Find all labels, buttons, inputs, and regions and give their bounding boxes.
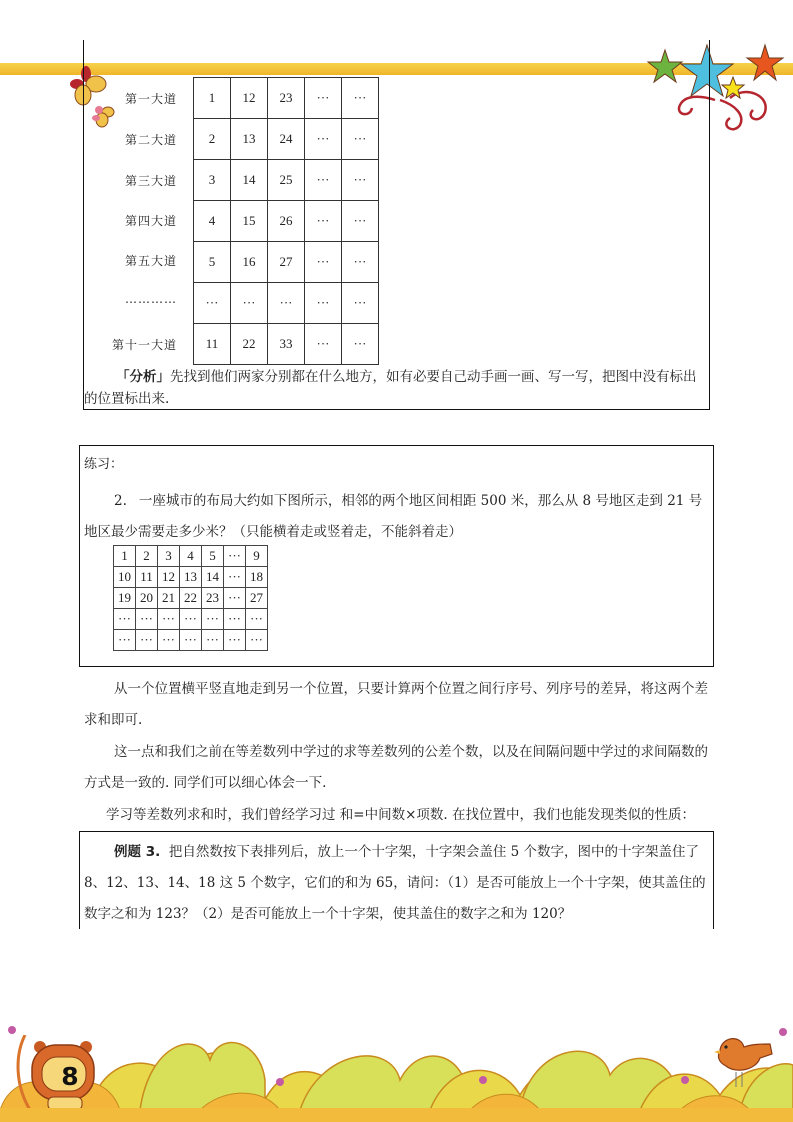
table-cell: 11 — [136, 567, 158, 588]
question-text: 一座城市的布局大约如下图所示，相邻的两个地区间相距 500 米，那么从 8 号地区走到 21 号地区最少需要走多少米？（只能横着走或竖着走，不能斜着走） — [84, 493, 703, 540]
table-cell: 23 — [268, 78, 305, 119]
explanation-paragraph: 从一个位置横平竖直地走到另一个位置，只要计算两个位置之间行序号、列序号的差异，将这两个差求和即可. — [84, 681, 708, 728]
table-cell: ··· — [342, 160, 379, 201]
avenue-table — [193, 77, 379, 365]
table-cell: 9 — [246, 546, 268, 567]
city-grid-table — [113, 545, 268, 651]
analysis-text: 先找到他们两家分别都在什么地方，如有必要自己动手画一画、写一写，把图中没有标出的位置标出来. — [84, 369, 697, 407]
table-cell: 1 — [114, 546, 136, 567]
table-cell: 2 — [194, 119, 231, 160]
table-cell: ··· — [342, 201, 379, 242]
table-cell: 13 — [180, 567, 202, 588]
page-number: 8 — [61, 1062, 79, 1091]
practice-title: 练习： — [84, 457, 124, 472]
table-cell: ··· — [231, 283, 268, 324]
table-cell: ··· — [342, 324, 379, 365]
table-cell: ··· — [305, 201, 342, 242]
avenue-row — [194, 324, 379, 365]
table-cell: ··· — [342, 242, 379, 283]
footer-waves-decoration — [0, 1020, 793, 1110]
table-cell: 27 — [268, 242, 305, 283]
table-cell: 18 — [246, 567, 268, 588]
table-cell: ··· — [158, 609, 180, 630]
table-cell: 2 — [136, 546, 158, 567]
table-cell: ··· — [342, 283, 379, 324]
table-cell: ··· — [305, 119, 342, 160]
avenue-row — [194, 201, 379, 242]
table-cell: ··· — [180, 630, 202, 651]
table-cell: 4 — [194, 201, 231, 242]
table-cell: ··· — [224, 546, 246, 567]
avenue-label: ………… — [125, 292, 177, 306]
table-cell: 3 — [194, 160, 231, 201]
example-continuation-box — [83, 40, 710, 410]
table-cell: 5 — [202, 546, 224, 567]
table-cell: ··· — [136, 630, 158, 651]
table-cell: ··· — [158, 630, 180, 651]
practice-question — [84, 486, 708, 548]
table-cell: ··· — [305, 324, 342, 365]
table-cell: ··· — [246, 609, 268, 630]
table-cell: 22 — [180, 588, 202, 609]
table-cell: ··· — [194, 283, 231, 324]
table-cell: 12 — [158, 567, 180, 588]
table-cell: ··· — [342, 78, 379, 119]
table-cell: ··· — [305, 78, 342, 119]
avenue-label: 第二大道 — [124, 133, 177, 147]
table-cell: 33 — [268, 324, 305, 365]
table-cell: ··· — [224, 630, 246, 651]
table-cell: 26 — [268, 201, 305, 242]
table-cell: ··· — [305, 160, 342, 201]
table-cell: 14 — [231, 160, 268, 201]
table-cell: ··· — [305, 242, 342, 283]
avenue-row — [194, 160, 379, 201]
avenue-label: 第三大道 — [124, 174, 177, 188]
grid-row — [114, 609, 268, 630]
table-cell: ··· — [202, 609, 224, 630]
table-cell: ··· — [342, 119, 379, 160]
avenue-row — [194, 119, 379, 160]
table-cell: ··· — [246, 630, 268, 651]
table-cell: ··· — [268, 283, 305, 324]
grid-row — [114, 567, 268, 588]
example-label: 例题 3. — [114, 844, 161, 860]
table-cell: ··· — [224, 609, 246, 630]
table-cell: ··· — [114, 630, 136, 651]
table-cell: ··· — [305, 283, 342, 324]
question-number: 2. — [114, 493, 127, 509]
explanation-paragraph: 学习等差数列求和时，我们曾经学习过 和=中间数×项数. 在找位置中，我们也能发现类似的性质： — [106, 807, 695, 823]
grid-row — [114, 588, 268, 609]
avenue-label: 第十一大道 — [111, 338, 177, 352]
avenue-label: 第四大道 — [124, 214, 177, 228]
table-cell: 20 — [136, 588, 158, 609]
table-cell: 13 — [231, 119, 268, 160]
avenue-label: 第五大道 — [124, 254, 177, 268]
table-cell: 27 — [246, 588, 268, 609]
table-cell: 24 — [268, 119, 305, 160]
grid-row — [114, 546, 268, 567]
example-3 — [84, 837, 708, 930]
table-cell: 25 — [268, 160, 305, 201]
bird-icon — [712, 1032, 782, 1087]
example-text: 把自然数按下表排列后，放上一个十字架，十字架会盖住 5 个数字，图中的十字架盖住了 8、12、13、14、18 这 5 个数字，它们的和为 65，请问：（1）是否可能放上一个十字架，使其盖住的数字之和为 123？（2）是否可能放上一个十字架，使其盖住的数字之和为 120？ — [84, 844, 706, 922]
explanation-paragraph: 这一点和我们之前在等差数列中学过的求等差数列的公差个数，以及在间隔问题中学过的求间隔数的方式是一致的. 同学们可以细心体会一下. — [84, 744, 708, 791]
table-cell: ··· — [202, 630, 224, 651]
table-cell: 23 — [202, 588, 224, 609]
avenue-row — [194, 242, 379, 283]
table-cell: ··· — [224, 567, 246, 588]
table-cell: ··· — [136, 609, 158, 630]
table-cell: 22 — [231, 324, 268, 365]
avenue-label: 第一大道 — [124, 92, 177, 106]
analysis-paragraph — [84, 366, 706, 410]
table-cell: 3 — [158, 546, 180, 567]
table-cell: 5 — [194, 242, 231, 283]
avenue-row — [194, 78, 379, 119]
table-cell: 15 — [231, 201, 268, 242]
table-cell: 16 — [231, 242, 268, 283]
analysis-label: 「分析」 — [116, 369, 170, 385]
footer-band — [0, 1108, 793, 1122]
table-cell: 11 — [194, 324, 231, 365]
grid-row — [114, 630, 268, 651]
table-cell: ··· — [180, 609, 202, 630]
table-cell: ··· — [114, 609, 136, 630]
table-cell: 21 — [158, 588, 180, 609]
table-cell: 14 — [202, 567, 224, 588]
table-cell: ··· — [224, 588, 246, 609]
table-cell: 10 — [114, 567, 136, 588]
table-cell: 12 — [231, 78, 268, 119]
table-cell: 1 — [194, 78, 231, 119]
avenue-row — [194, 283, 379, 324]
table-cell: 19 — [114, 588, 136, 609]
table-cell: 4 — [180, 546, 202, 567]
